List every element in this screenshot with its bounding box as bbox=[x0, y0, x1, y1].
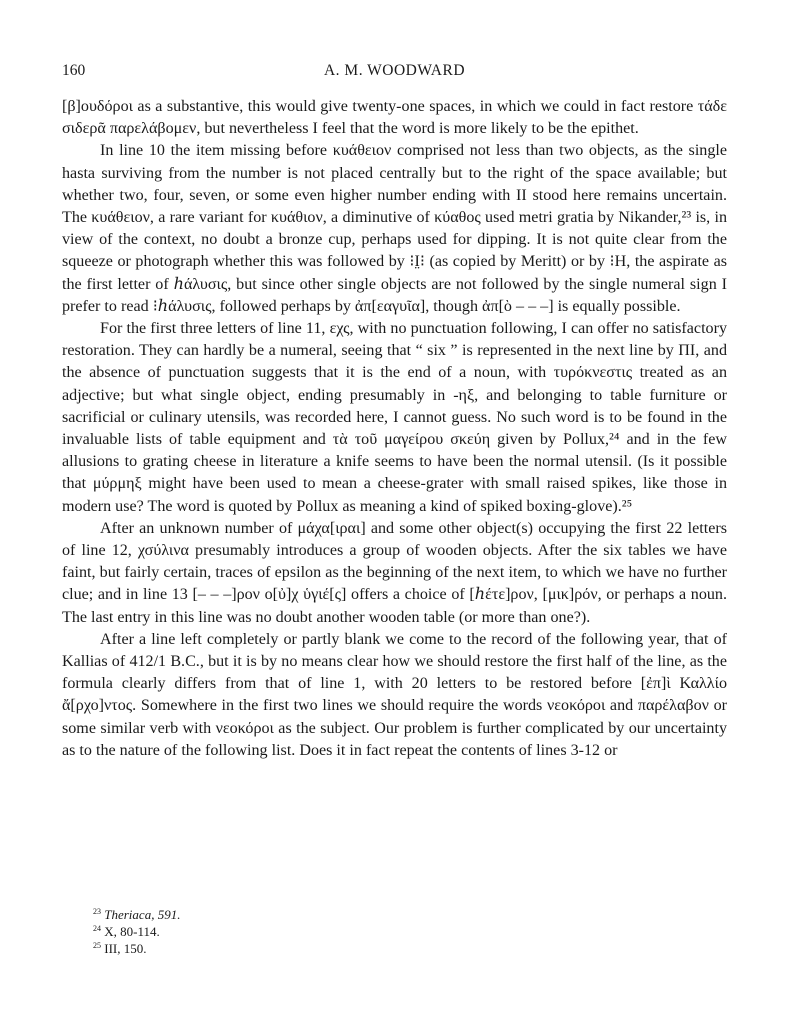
footnote bbox=[93, 940, 180, 957]
footnote-mark: 24 bbox=[93, 924, 101, 933]
footnote bbox=[93, 923, 180, 940]
page-number: 160 bbox=[62, 62, 86, 79]
footnote-mark: 23 bbox=[93, 907, 101, 916]
paragraph: [β]ουδόροι as a substantive, this would give twenty-one spaces, in which we could in fact restore τάδε σιδερᾶ παρελάβομεν, but nevertheless I feel that the word is more likely to be the epithet. bbox=[62, 98, 727, 138]
footnote-text: X, 80-114. bbox=[104, 924, 160, 939]
running-title: A. M. WOODWARD bbox=[323, 62, 466, 79]
paragraph: After an unknown number of μάχα[ιραι] and some other object(s) occupying the first 22 letters of line 12, χσύλινα presumably introduces a group of wooden objects. After the six tables we have faint, but fairly certain, traces of epsilon as the beginning of the next item, to which we have no further clue; and in line 13 [– – –]ρον ο[ὐ]χ ὑγιέ[ς] offers a choice of [ℎέτε]ρον, [μικ]ρόν, or perhaps a noun. The last entry in this line was no doubt another wooden table (or more than one?). bbox=[62, 519, 727, 626]
footnotes bbox=[93, 906, 180, 957]
paragraph: For the first three letters of line 11, εχς, with no punctuation following, I can offer no satisfactory restoration. They can hardly be a numeral, seeing that “ six ” is represented in the next line by ΠI, and the absence of punctuation suggests that it is the end of a noun, with τυρόκνεστις treated as an adjective; but what single object, ending presumably in -ηξ, and belonging to table furniture or sacrificial or culinary utensils, was recorded here, I cannot guess. No such word is to be found in the invaluable lists of table equipment and τὰ τοῦ μαγείρου σκεύη given by Pollux,²⁴ and in the few allusions to grating cheese in literature a knife seems to have been the normal utensil. (Is it possible that μύρμηξ might have been used to mean a cheese-grater with small raised spikes, like those in modern use? The word is quoted by Pollux as meaning a kind of spiked boxing-glove).²⁵ bbox=[62, 320, 727, 515]
paragraph: In line 10 the item missing before κυάθειον comprised not less than two objects, as the single hasta surviving from the number is not placed centrally but to the right of the space available; but whether two, four, seven, or some even higher number ending with II stood here remains uncertain. The κυάθειον, a rare variant for κυάθιον, a diminutive of κύαθος used metri gratia by Nikander,²³ is, in view of the context, no doubt a bronze cup, perhaps used for dipping. It is not quite clear from the squeeze or photograph whether this was followed by ⁝I̤⁝ (as copied by Meritt) or by ⁝H, the aspirate as the first letter of ℎάλυσις, but since other single objects are not followed by the single numeral sign I prefer to read ⁝ℎάλυσις, followed perhaps by ἀπ[εαγυῖα], though ἀπ[ὸ – – –] is equally possible. bbox=[62, 142, 727, 315]
footnote bbox=[93, 906, 180, 923]
running-header bbox=[62, 62, 727, 82]
article-body bbox=[62, 96, 727, 762]
footnote-mark: 25 bbox=[93, 941, 101, 950]
footnote-text: Theriaca, 591. bbox=[104, 907, 181, 922]
footnote-text: III, 150. bbox=[104, 941, 147, 956]
paragraph: After a line left completely or partly blank we come to the record of the following year, that of Kallias of 412/1 B.C., but it is by no means clear how we should restore the first half of the line, as the formula clearly differs from that of line 1, with 20 letters to be restored before [ἐπ]ὶ Καλλίο ἄ[ρχο]ντος. Somewhere in the first two lines we should require the words νεοκόροι and παρέλαβον or some similar verb with νεοκόροι as the subject. Our problem is further complicated by our uncertainty as to the nature of the following list. Does it in fact repeat the contents of lines 3-12 or bbox=[62, 630, 727, 759]
